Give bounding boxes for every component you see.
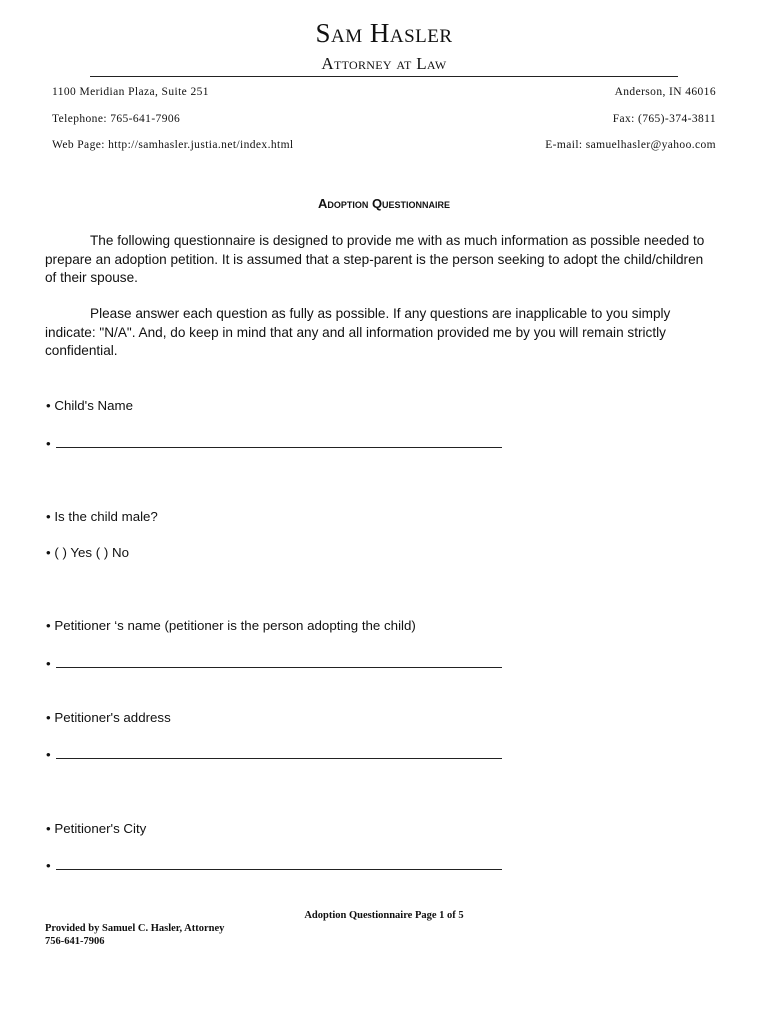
bullet: • bbox=[46, 398, 51, 413]
question-petitioner-city bbox=[46, 821, 146, 836]
answer-petitioner-address bbox=[46, 746, 502, 762]
bullet: • bbox=[46, 858, 51, 873]
bullet: • bbox=[46, 509, 51, 524]
intro-paragraph-text: The following questionnaire is designed to provide me with as much information as possible needed to prepare an adoption petition. It is assumed that a step-parent is the person seeking to adopt the child/children of their spouse. bbox=[45, 233, 705, 286]
document-title: Adoption Questionnaire bbox=[317, 196, 451, 211]
question-label: Child's Name bbox=[54, 398, 134, 413]
bullet: • bbox=[46, 436, 51, 451]
attorney-name: Sam Hasler bbox=[315, 18, 453, 48]
bullet: • bbox=[46, 821, 51, 836]
question-child-male bbox=[46, 509, 158, 524]
question-petitioner-address bbox=[46, 710, 171, 725]
question-label: Petitioner ‘s name (petitioner is the person adopting the child) bbox=[54, 618, 416, 633]
attorney-subtitle: Attorney at Law bbox=[321, 54, 447, 73]
email: E-mail: samuelhasler@yahoo.com bbox=[545, 139, 716, 151]
web-page: Web Page: http://samhasler.justia.net/index.html bbox=[52, 139, 294, 151]
question-label: Petitioner's City bbox=[54, 821, 147, 836]
header-rule bbox=[90, 76, 678, 77]
bullet: • bbox=[46, 710, 51, 725]
no-checkbox-option[interactable]: ( ) No bbox=[95, 545, 130, 560]
office-address: 1100 Meridian Plaza, Suite 251 bbox=[52, 86, 209, 98]
page-number-label: Adoption Questionnaire Page 1 of 5 bbox=[304, 910, 464, 921]
fax: Fax: (765)-374-3811 bbox=[612, 113, 716, 125]
answer-petitioner-name bbox=[46, 655, 502, 671]
question-petitioner-name bbox=[46, 618, 416, 633]
bullet: • bbox=[46, 618, 51, 633]
petitioner-name-answer-line[interactable] bbox=[56, 655, 502, 668]
question-label: Petitioner's address bbox=[54, 710, 171, 725]
answer-petitioner-city bbox=[46, 857, 502, 873]
answer-child-male bbox=[46, 545, 129, 560]
instructions-paragraph bbox=[45, 305, 715, 361]
yes-checkbox-option[interactable]: ( ) Yes bbox=[54, 545, 93, 560]
bullet: • bbox=[46, 747, 51, 762]
question-child-name bbox=[46, 398, 133, 413]
intro-paragraph bbox=[45, 232, 715, 288]
bullet: • bbox=[46, 656, 51, 671]
question-label: Is the child male? bbox=[54, 509, 158, 524]
footer-phone: 756-641-7906 bbox=[45, 936, 105, 947]
telephone: Telephone: 765-641-7906 bbox=[52, 113, 181, 125]
bullet: • bbox=[46, 545, 51, 560]
petitioner-address-answer-line[interactable] bbox=[56, 746, 502, 759]
child-name-answer-line[interactable] bbox=[56, 435, 502, 448]
answer-child-name bbox=[46, 435, 502, 451]
instructions-paragraph-text: Please answer each question as fully as possible. If any questions are inapplicable to you simply indicate: "N/A". And, do keep in mind that any and all information provided me by you will remain strictly confidential. bbox=[45, 306, 671, 359]
office-city-state: Anderson, IN 46016 bbox=[614, 86, 716, 98]
petitioner-city-answer-line[interactable] bbox=[56, 857, 502, 870]
provided-by: Provided by Samuel C. Hasler, Attorney bbox=[45, 923, 225, 934]
